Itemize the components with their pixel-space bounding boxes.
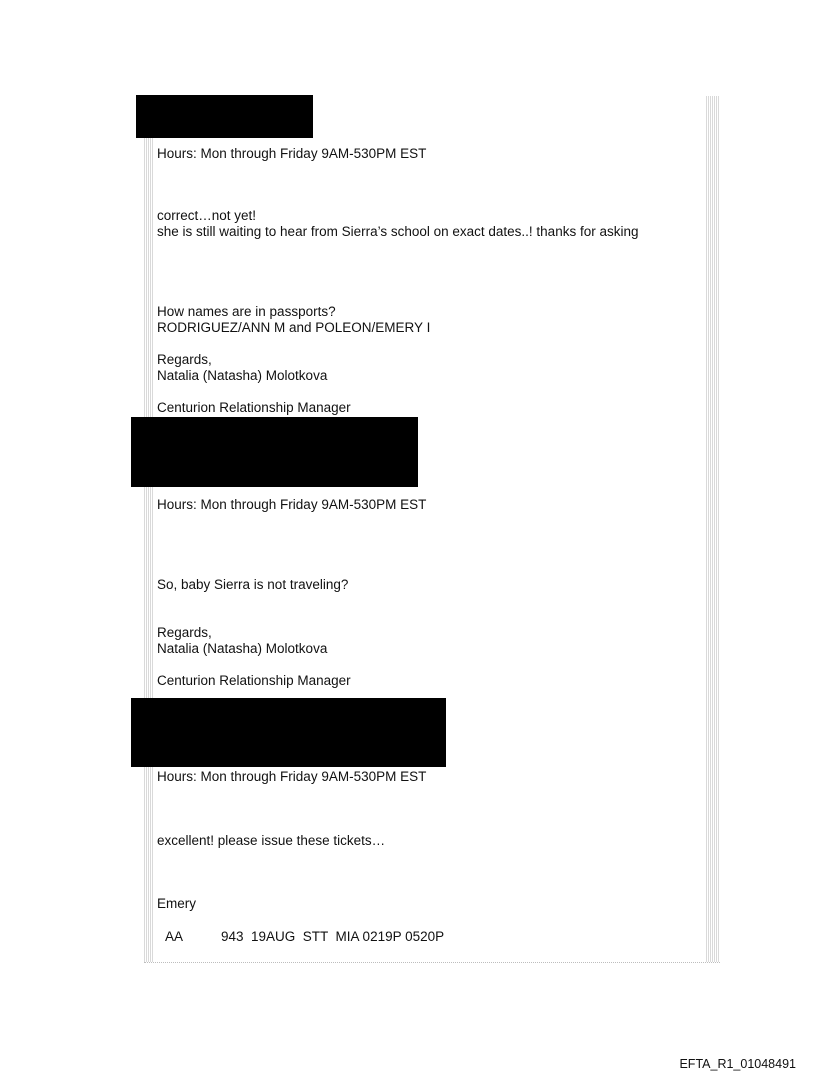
sender-role: Centurion Relationship Manager (157, 400, 351, 415)
message-line: she is still waiting to hear from Sierra’s school on exact dates..! thanks for asking (157, 224, 639, 239)
message-line: So, baby Sierra is not traveling? (157, 577, 349, 592)
message-line: RODRIGUEZ/ANN M and POLEON/EMERY I (157, 320, 431, 335)
hours-line: Hours: Mon through Friday 9AM-530PM EST (157, 769, 427, 784)
redaction-block (136, 95, 313, 138)
left-quote-rail (144, 96, 154, 962)
flight-detail: 943 19AUG STT MIA 0219P 0520P (221, 929, 445, 944)
message-line: excellent! please issue these tickets… (157, 833, 386, 848)
redaction-block (131, 698, 446, 767)
signature-line: Emery (157, 896, 197, 911)
message-line: correct…not yet! (157, 208, 257, 223)
sender-name: Natalia (Natasha) Molotkova (157, 641, 328, 656)
redaction-block (131, 417, 418, 487)
regards-line: Regards, (157, 352, 212, 367)
bates-number: EFTA_R1_01048491 (679, 1057, 796, 1071)
sender-name: Natalia (Natasha) Molotkova (157, 368, 328, 383)
right-scroll-rail (706, 96, 719, 962)
flight-airline: AA (165, 929, 184, 944)
hours-line: Hours: Mon through Friday 9AM-530PM EST (157, 146, 427, 161)
message-line: How names are in passports? (157, 304, 336, 319)
hours-line: Hours: Mon through Friday 9AM-530PM EST (157, 497, 427, 512)
regards-line: Regards, (157, 625, 212, 640)
sender-role: Centurion Relationship Manager (157, 673, 351, 688)
